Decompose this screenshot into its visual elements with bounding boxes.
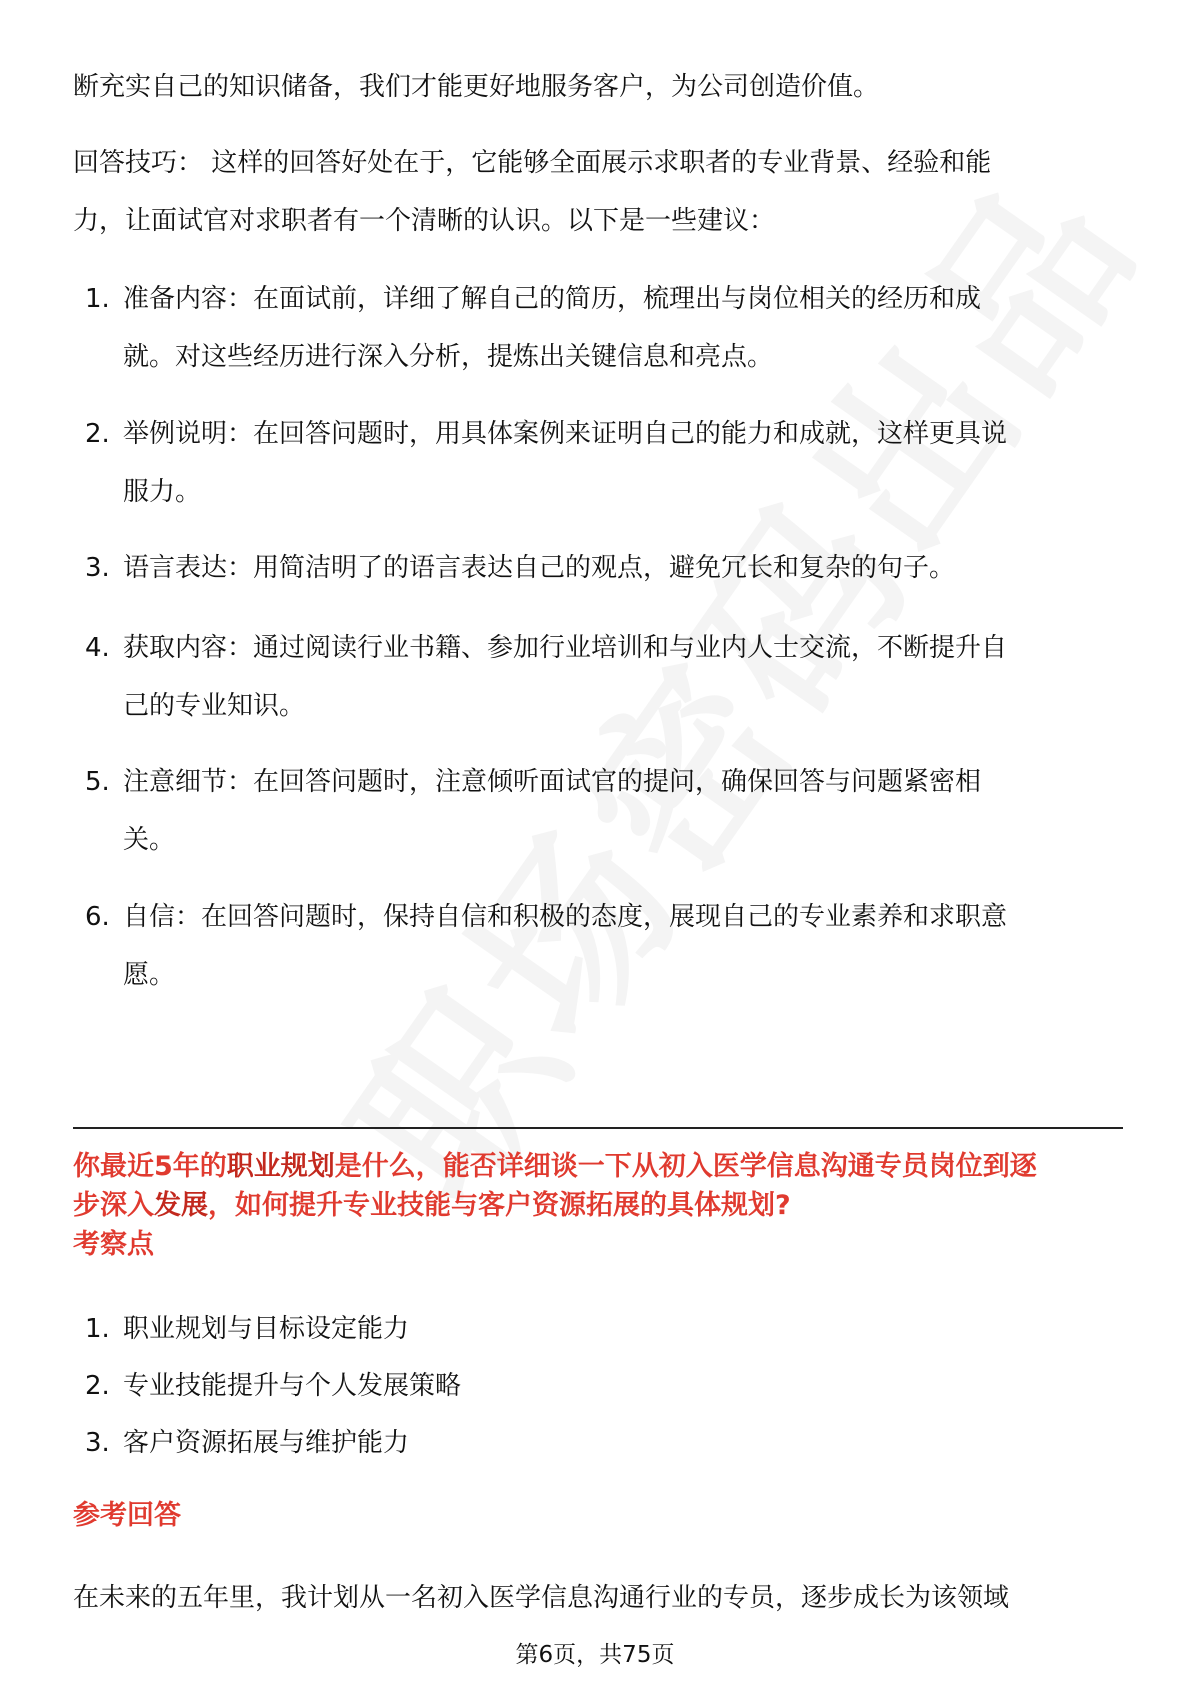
- tip-paragraph: [73, 134, 1123, 250]
- suggestion-text-line-1: 举例说明：在回答问题时，用具体案例来证明自己的能力和成就，这样更具说: [123, 419, 1008, 449]
- suggestion-text-line-1: 语言表达：用简洁明了的语言表达自己的观点，避免冗长和复杂的句子。: [123, 553, 956, 583]
- suggestion-text-line-2: 服力。: [123, 477, 202, 507]
- examination-heading: 考察点: [73, 1229, 154, 1260]
- suggestion-text-line-1: 获取内容：通过阅读行业书籍、参加行业培训和与业内人士交流，不断提升自: [123, 633, 1008, 663]
- suggestion-text-line-1: 注意细节：在回答问题时，注意倾听面试官的提问，确保回答与问题紧密相: [123, 767, 982, 797]
- question-part-2: 职业规划: [226, 1151, 335, 1182]
- question-part-1: 你最近5年的: [73, 1151, 227, 1182]
- tip-line-2: 力，让面试官对求职者有一个清晰的认识。以下是一些建议：: [73, 206, 776, 236]
- intro-tail-paragraph: 断充实自己的知识储备，我们才能更好地服务客户，为公司创造价值。: [73, 72, 880, 102]
- question-part-4: 步深入: [73, 1190, 154, 1221]
- reference-answer-start: 在未来的五年里，我计划从一名初入医学信息沟通行业的专员，逐步成长为该领域: [73, 1583, 1010, 1613]
- question-part-3: 是什么，能否详细谈一下从初入医学信息沟通专员岗位到逐: [334, 1151, 1037, 1182]
- suggestion-number: 2.: [85, 419, 110, 449]
- examination-point-number: 2.: [85, 1371, 110, 1401]
- tip-line-1: 回答技巧： 这样的回答好处在于，它能够全面展示求职者的专业背景、经验和能: [73, 148, 992, 178]
- suggestion-text-line-2: 关。: [123, 825, 176, 855]
- suggestion-text-line-2: 愿。: [123, 960, 176, 990]
- question-part-6: ，如何提升专业技能与客户资源拓展的具体规划?: [208, 1190, 791, 1221]
- examination-point-text: 职业规划与目标设定能力: [123, 1314, 410, 1344]
- suggestion-text-line-2: 己的专业知识。: [123, 691, 306, 721]
- suggestion-number: 1.: [85, 284, 110, 314]
- examination-point-number: 1.: [85, 1314, 110, 1344]
- suggestion-number: 3.: [85, 553, 110, 583]
- question-part-5: 发展: [154, 1190, 208, 1221]
- examination-point-text: 客户资源拓展与维护能力: [123, 1428, 410, 1458]
- page-footer: 第6页，共75页: [515, 1642, 675, 1668]
- suggestion-number: 5.: [85, 767, 110, 797]
- suggestion-number: 4.: [85, 633, 110, 663]
- interview-question: [73, 1147, 1123, 1225]
- suggestion-text-line-2: 就。对这些经历进行深入分析，提炼出关键信息和亮点。: [123, 342, 774, 372]
- suggestion-text-line-1: 自信：在回答问题时，保持自信和积极的态度，展现自己的专业素养和求职意: [123, 902, 1008, 932]
- section-divider: [73, 1127, 1123, 1129]
- suggestion-text-line-1: 准备内容：在面试前，详细了解自己的简历，梳理出与岗位相关的经历和成: [123, 284, 982, 314]
- examination-point-text: 专业技能提升与个人发展策略: [123, 1371, 462, 1401]
- suggestion-number: 6.: [85, 902, 110, 932]
- reference-heading: 参考回答: [73, 1500, 181, 1531]
- examination-point-number: 3.: [85, 1428, 110, 1458]
